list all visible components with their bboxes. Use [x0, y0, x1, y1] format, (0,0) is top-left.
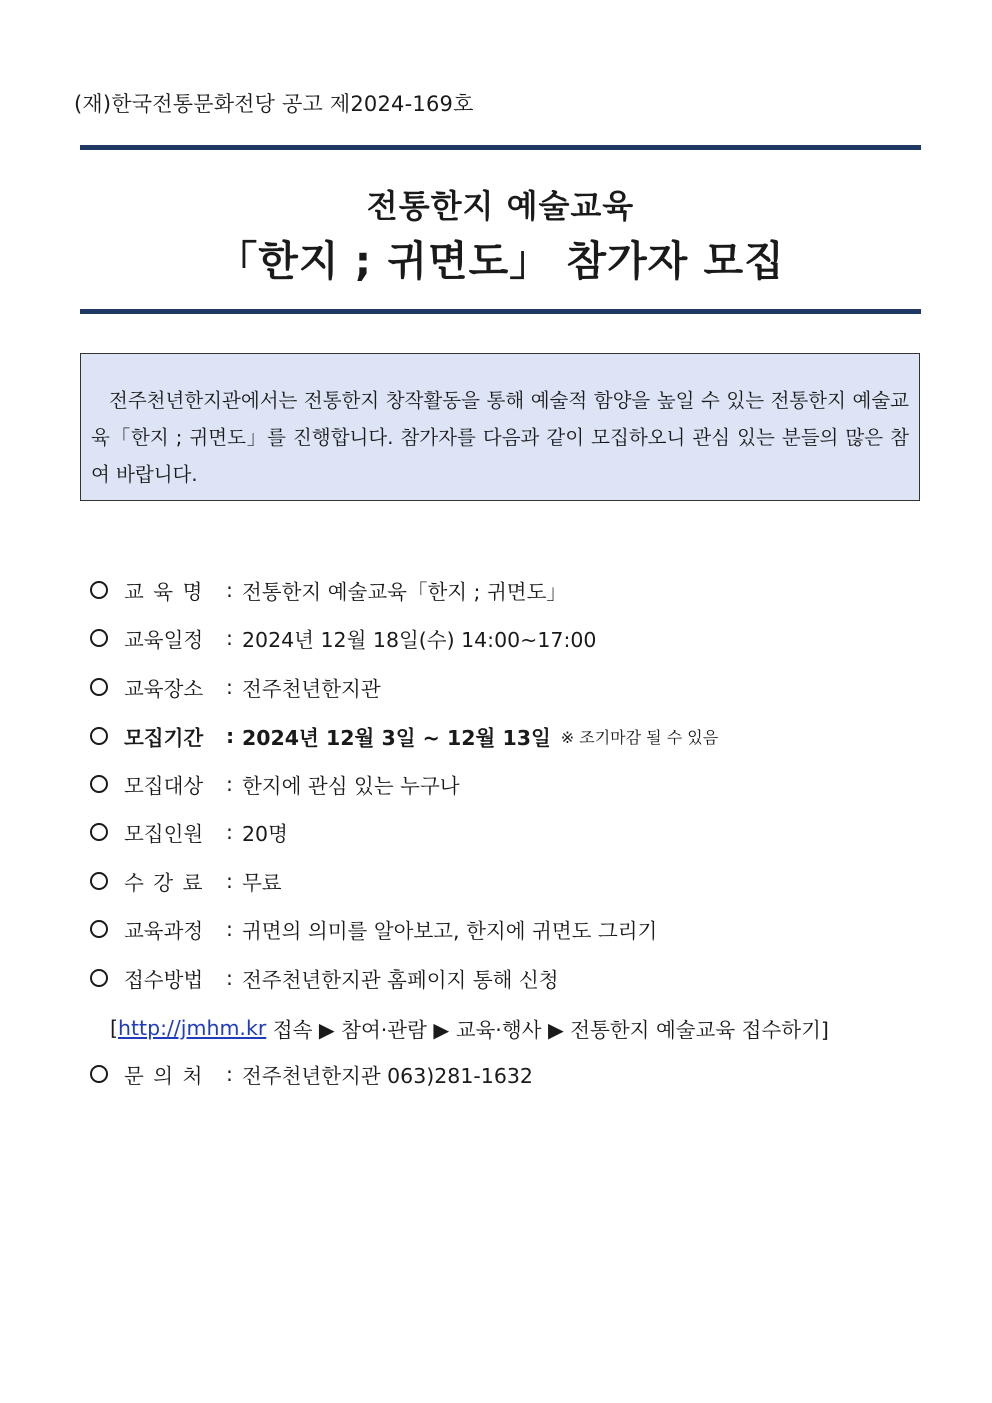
circle-bullet-icon — [90, 581, 108, 599]
list-item-recruit-period — [90, 716, 718, 756]
item-label: 교육장소 — [124, 677, 204, 701]
item-value: 전주천년한지관 — [242, 677, 381, 701]
intro-text: 전주천년한지관에서는 전통한지 창작활동을 통해 예술적 함양을 높일 수 있는 전통한지 예술교육「한지 ; 귀면도」를 진행합니다. 참가자를 다음과 같이 모집하오니 관심 있는 분들의 많은 참여 바랍니다. — [91, 389, 909, 486]
list-item-fee — [90, 861, 282, 901]
title-line-2: 「한지 ; 귀면도」 참가자 모집 — [216, 237, 785, 285]
item-label: 교육과정 — [124, 919, 204, 943]
item-value: 전통한지 예술교육「한지 ; 귀면도」 — [242, 580, 567, 604]
circle-bullet-icon — [90, 823, 108, 841]
item-colon: : — [226, 578, 233, 602]
list-item-capacity — [90, 812, 288, 852]
list-item-venue — [90, 667, 381, 707]
path-steps: 접속 ▶ 참여·관람 ▶ 교육·행사 ▶ 전통한지 예술교육 접수하기] — [266, 1018, 829, 1042]
item-label: 문의처 — [124, 1064, 212, 1088]
circle-bullet-icon — [90, 969, 108, 987]
item-colon: : — [226, 917, 233, 941]
item-colon: : — [226, 724, 235, 748]
list-item-curriculum — [90, 909, 657, 949]
circle-bullet-icon — [90, 629, 108, 647]
path-open-bracket: [ — [110, 1016, 118, 1040]
item-label: 수강료 — [124, 871, 212, 895]
list-item-schedule — [90, 618, 596, 658]
item-label: 모집기간 — [124, 726, 204, 750]
item-value: 귀면의 의미를 알아보고, 한지에 귀면도 그리기 — [242, 919, 658, 943]
bottom-divider — [80, 309, 921, 314]
item-colon: : — [226, 626, 233, 650]
item-value: 전주천년한지관 홈페이지 통해 신청 — [242, 968, 559, 992]
list-item-contact — [90, 1054, 533, 1094]
circle-bullet-icon — [90, 1065, 108, 1083]
notice-number: (재)한국전통문화전당 공고 제2024-169호 — [74, 92, 474, 116]
item-label: 교육명 — [124, 580, 212, 604]
intro-box — [80, 353, 920, 501]
item-label: 접수방법 — [124, 968, 204, 992]
item-colon: : — [226, 820, 233, 844]
top-divider — [80, 145, 921, 150]
item-colon: : — [226, 772, 233, 796]
item-label: 모집인원 — [124, 822, 204, 846]
item-label: 교육일정 — [124, 628, 204, 652]
item-colon: : — [226, 869, 233, 893]
item-colon: : — [226, 1062, 233, 1086]
item-value: 전주천년한지관 063)281-1632 — [242, 1064, 533, 1088]
circle-bullet-icon — [90, 678, 108, 696]
circle-bullet-icon — [90, 872, 108, 890]
item-colon: : — [226, 966, 233, 990]
item-value: 2024년 12월 18일(수) 14:00~17:00 — [242, 628, 597, 652]
item-value: 2024년 12월 3일 ~ 12월 13일 — [242, 726, 551, 750]
item-value: 무료 — [242, 871, 282, 895]
apply-path — [110, 1008, 829, 1048]
item-label: 모집대상 — [124, 774, 204, 798]
item-colon: : — [226, 675, 233, 699]
circle-bullet-icon — [90, 775, 108, 793]
list-item-course-name — [90, 570, 567, 610]
list-item-apply-method — [90, 958, 559, 998]
homepage-link[interactable]: http://jmhm.kr — [118, 1016, 267, 1040]
item-value: 20명 — [242, 822, 288, 846]
item-value: 한지에 관심 있는 누구나 — [242, 774, 460, 798]
list-item-target — [90, 764, 460, 804]
early-close-note: ※ 조기마감 될 수 있음 — [560, 727, 719, 747]
title-line-1: 전통한지 예술교육 — [366, 187, 635, 225]
circle-bullet-icon — [90, 727, 108, 745]
circle-bullet-icon — [90, 920, 108, 938]
